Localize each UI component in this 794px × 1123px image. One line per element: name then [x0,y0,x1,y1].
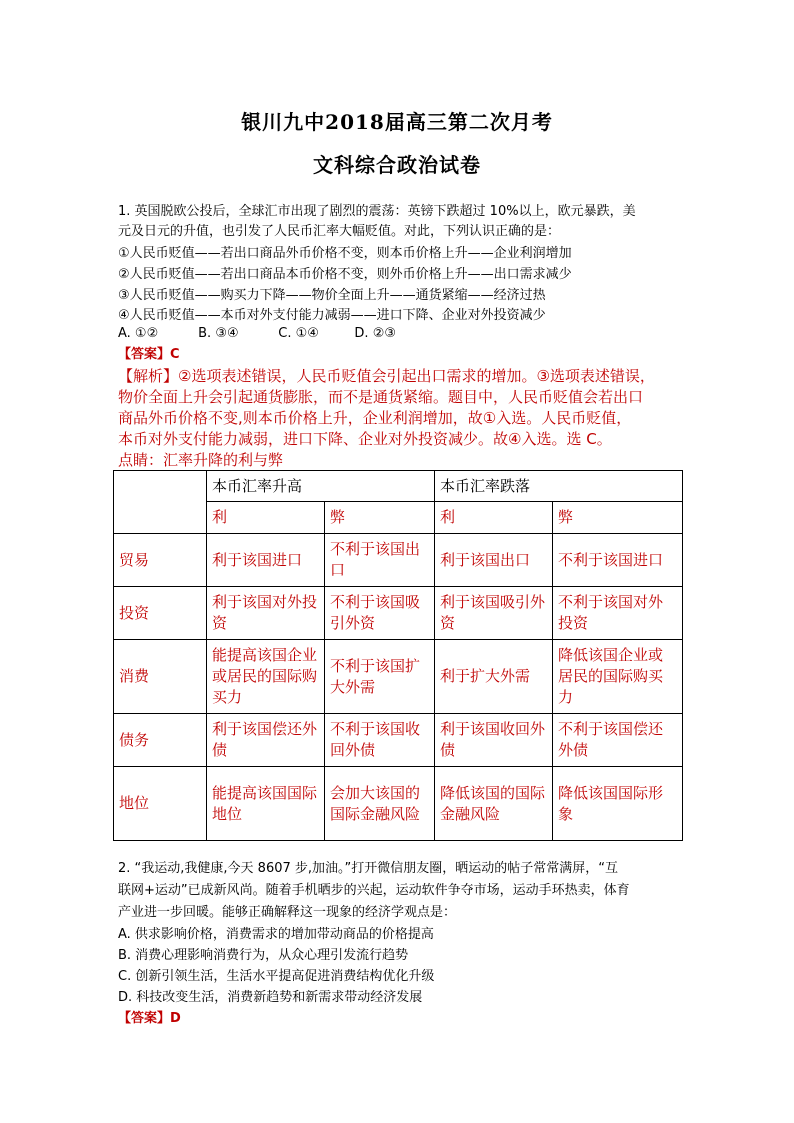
analysis-line: 商品外币价格不变,则本币价格上升，企业利润增加，故①入选。人民币贬值， [118,409,632,427]
table-cell: 降低该国企业或居民的国际购买力 [553,640,683,714]
option-b: B. 消费心理影响消费行为，从众心理引发流行趋势 [118,948,409,963]
answer-label: 【答案】C [118,347,180,362]
table-row [114,714,683,767]
table-cell: 降低该国国际形象 [553,767,683,841]
statement-3: ③人民币贬值——购买力下降——物价全面上升——通货紧缩——经济过热 [118,288,546,303]
row-label-consumption: 消费 [114,640,207,714]
row-label-status: 地位 [114,767,207,841]
analysis-line: 本币对外支付能力减弱，进口下降、企业对外投资减少。故④入选。选 C。 [118,430,612,448]
table-cell: 会加大该国的国际金融风险 [325,767,435,841]
tip-heading: 点睛：汇率升降的利与弊 [118,451,284,469]
option-c: C. ①④ [278,326,319,341]
table-row [114,640,683,714]
table-cell: 利于该国出口 [435,534,553,587]
table-cell: 不利于该国进口 [553,534,683,587]
table-row [114,767,683,841]
table-header-row [114,471,683,502]
subheader-pro: 利 [435,502,553,534]
table-cell: 利于该国偿还外债 [207,714,325,767]
option-c: C. 创新引领生活，生活水平提高促进消费结构优化升级 [118,969,435,984]
subheader-pro: 利 [207,502,325,534]
table-cell: 不利于该国对外投资 [553,587,683,640]
table-row [114,534,683,587]
exam-subtitle: 文科综合政治试卷 [313,153,481,177]
option-b: B. ③④ [198,326,239,341]
exchange-rate-table [113,470,683,841]
question-stem-line: 联网+运动”已成新风尚。随着手机晒步的兴起，运动软件争夺市场，运动手环热卖，体育 [118,883,630,898]
table-cell: 利于扩大外需 [435,640,553,714]
table-cell: 不利于该国出口 [325,534,435,587]
table-cell: 不利于该国收回外债 [325,714,435,767]
header-fall: 本币汇率跌落 [435,471,683,502]
option-a: A. 供求影响价格，消费需求的增加带动商品的价格提高 [118,927,434,942]
subheader-con: 弊 [325,502,435,534]
table-cell: 利于该国吸引外资 [435,587,553,640]
statement-1: ①人民币贬值——若出口商品外币价格不变，则本币价格上升——企业利润增加 [118,246,572,261]
table-cell: 不利于该国吸引外资 [325,587,435,640]
row-label-investment: 投资 [114,587,207,640]
analysis-line: 物价全面上升会引起通货膨胀，而不是通货紧缩。题目中，人民币贬值会若出口 [118,388,644,406]
answer-label: 【答案】D [118,1011,181,1026]
header-rise: 本币汇率升高 [207,471,435,502]
question-stem-line: 元及日元的升值，也引发了人民币汇率大幅贬值。对此，下列认识正确的是： [118,224,561,239]
table-row [114,587,683,640]
option-a: A. ①② [118,326,159,341]
question-stem-line: 1. 英国脱欧公投后，全球汇市出现了剧烈的震荡：英镑下跌超过 10%以上，欧元暴跌，美 [118,204,636,219]
statement-2: ②人民币贬值——若出口商品本币价格不变，则外币价格上升——出口需求减少 [118,267,572,282]
table-cell: 利于该国进口 [207,534,325,587]
table-corner-cell [114,471,207,534]
table-cell: 不利于该国偿还外债 [553,714,683,767]
table-cell: 降低该国的国际金融风险 [435,767,553,841]
row-label-debt: 债务 [114,714,207,767]
option-d: D. ②③ [354,326,397,341]
row-label-trade: 贸易 [114,534,207,587]
table-cell: 利于该国收回外债 [435,714,553,767]
table-cell: 不利于该国扩大外需 [325,640,435,714]
exam-title: 银川九中2018届高三第二次月考 [241,110,553,134]
statement-4: ④人民币贬值——本币对外支付能力减弱——进口下降、企业对外投资减少 [118,308,546,323]
answer-options [118,326,396,341]
subheader-con: 弊 [553,502,683,534]
option-d: D. 科技改变生活，消费新趋势和新需求带动经济发展 [118,990,423,1005]
table-cell: 能提高该国国际地位 [207,767,325,841]
question-stem-line: 2. “我运动,我健康,今天 8607 步,加油。”打开微信朋友圈，晒运动的帖子常常满屏，“互 [118,861,618,876]
question-stem-line: 产业进一步回暖。能够正确解释这一现象的经济学观点是： [118,905,457,920]
table-cell: 能提高该国企业或居民的国际购买力 [207,640,325,714]
table-cell: 利于该国对外投资 [207,587,325,640]
analysis-line: 【解析】②选项表述错误，人民币贬值会引起出口需求的增加。③选项表述错误， [118,367,655,385]
